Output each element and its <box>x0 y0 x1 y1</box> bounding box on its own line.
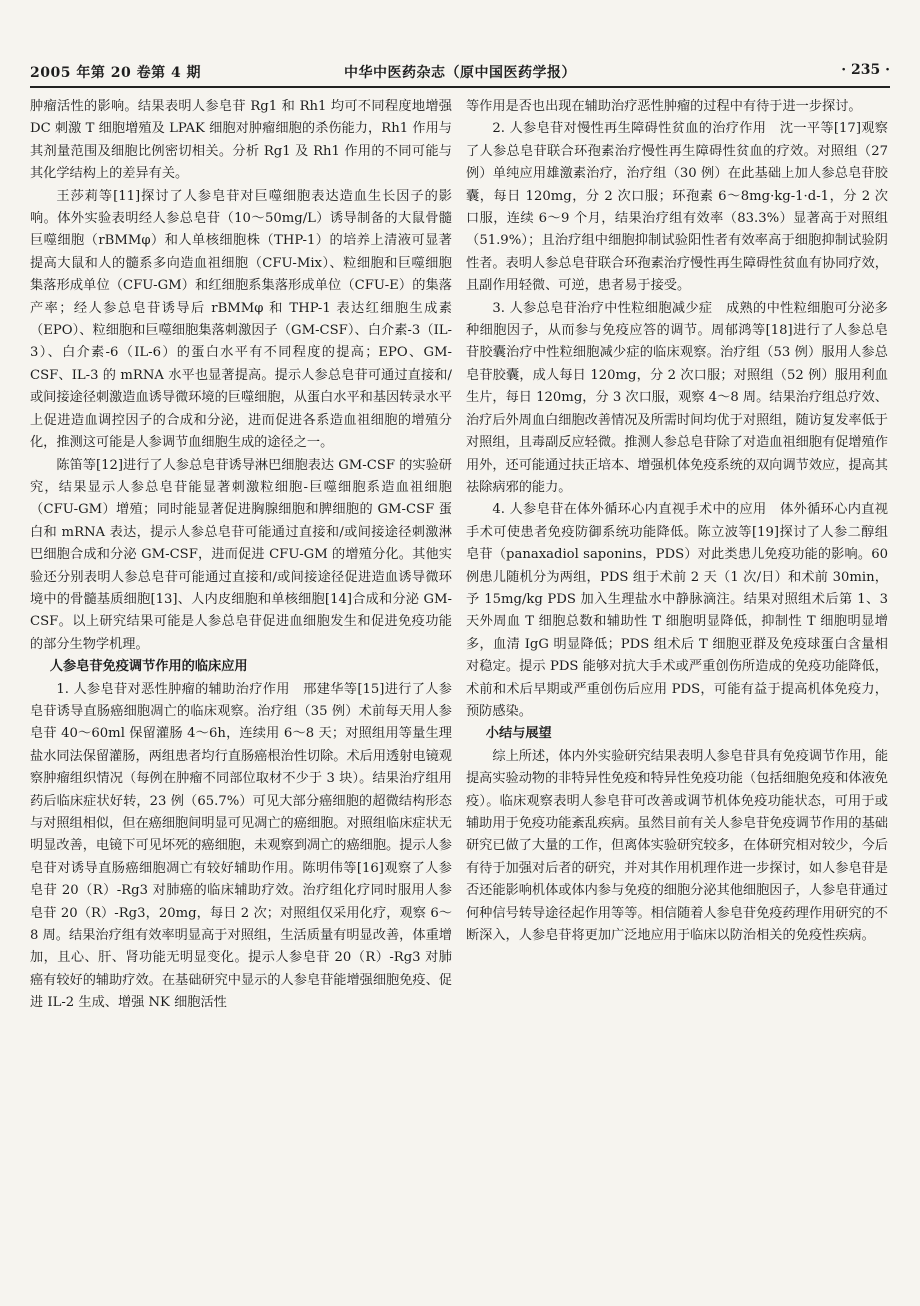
page-number: · 235 · <box>841 62 890 78</box>
paragraph: 4. 人参皂苷在体外循环心内直视手术中的应用 体外循环心内直视手术可使患者免疫防御系统功能降低。陈立波等[19]探讨了人参二醇组皂苷（panaxadiol saponins，PDS）对此类患儿免疫功能的影响。60 例患儿随机分为两组，PDS 组于术前 2 天（1 次/日）和术前 30min，予 15mg/kg PDS 加入生理盐水中静脉滴注。结果对照组术后第 1、3 天外周血 T 细胞总数和辅助性 T 细胞明显降低，抑制性 T 细胞明显增多，血清 IgG 明显降低；PDS 组术后 T 细胞亚群及免疫球蛋白含量相对稳定。提示 PDS 能够对抗大手术或严重创伤所造成的免疫功能降低，术前和术后早期或严重创伤后应用 PDS，可能有益于提高机体免疫力，预防感染。 <box>466 502 888 719</box>
issue-info: 2005 年第 20 卷第 4 期 <box>30 65 202 81</box>
paragraph: 2. 人参皂苷对慢性再生障碍性贫血的治疗作用 沈一平等[17]观察了人参总皂苷联合环孢素治疗慢性再生障碍性贫血的疗效。对照组（27 例）单纯应用雄激素治疗，治疗组（30 例）在此基础上加人参总皂苷胶囊，每日 120mg，分 2 次口服；环孢素 6～8mg·kg-1·d-1，分 2 次口服，连续 6～9 个月，结果治疗组有效率（83.3%）显著高于对照组（51.9%）；且治疗组中细胞抑制试验阳性者有效率高于细胞抑制试验阴性者。表明人参总皂苷联合环孢素治疗慢性再生障碍性贫血有协同疗效，且副作用轻微、可逆，患者易于接受。 <box>466 121 888 294</box>
paragraph: 综上所述，体内外实验研究结果表明人参皂苷具有免疫调节作用，能提高实验动物的非特异性免疫和特异性免疫功能（包括细胞免疫和体液免疫）。临床观察表明人参皂苷可改善或调节机体免疫功能状态，可用于或辅助用于免疫功能紊乱疾病。虽然目前有关人参皂苷免疫调节作用的基础研究已做了大量的工作，但离体实验研究较多，在体研究相对较少，今后有待于加强对后者的研究，并对其作用机理作进一步探讨，如人参皂苷是否还能影响机体或体内参与免疫的细胞分泌其他细胞因子，人参皂苷通过何种信号转导途径起作用等等。相信随着人参皂苷免疫药理作用研究的不断深入，人参皂苷将更加广泛地应用于临床以防治相关的免疫性疾病。 <box>466 748 889 944</box>
paragraph: 陈笛等[12]进行了人参总皂苷诱导淋巴细胞表达 GM-CSF 的实验研究，结果显示人参总皂苷能显著刺激粒细胞-巨噬细胞系造血祖细胞（CFU-GM）增殖；同时能显著促进胸腺细胞和脾细胞的 GM-CSF 蛋白和 mRNA 表达，提示人参总皂苷可能通过直接和/或间接途径刺激淋巴细胞合成和分泌 GM-CSF，进而促进 CFU-GM 的增殖分化。其他实验还分别表明人参总皂苷可能通过直接和/或间接途径促进造血诱导微环境中的骨髓基质细胞[13]、人内皮细胞和单核细胞[14]合成和分泌 GM-CSF。以上研究结果可能是人参总皂苷促进血细胞发生和促进免疫功能的部分生物学机理。 <box>30 457 452 652</box>
left-column <box>30 96 452 1015</box>
running-header <box>30 56 890 90</box>
paragraph: 王莎莉等[11]探讨了人参皂苷对巨噬细胞表达造血生长因子的影响。体外实验表明经人参总皂苷（10～50mg/L）诱导制备的大鼠骨髓巨噬细胞（rBMMφ）和人单核细胞株（THP-1）的培养上清液可显著提高大鼠和人的髓系多向造血祖细胞（CFU-Mix）、粒细胞和巨噬细胞集落形成单位（CFU-GM）和红细胞系集落形成单位（CFU-E）的集落产率；经人参总皂苷诱导后 rBMMφ 和 THP-1 表达红细胞生成素（EPO）、粒细胞和巨噬细胞集落刺激因子（GM-CSF）、白介素-3（IL-3）、白介素-6（IL-6）的蛋白水平有不同程度的提高；EPO、GM-CSF、IL-3 的 mRNA 水平也显著提高。提示人参总皂苷可通过直接和/或间接途径刺激造血诱导微环境的巨噬细胞，从蛋白水平和基因转录水平上促进造血调控因子的合成和分泌，进而促进各系造血祖细胞的增殖分化，推测这可能是人参调节血细胞生成的途径之一。 <box>30 188 452 451</box>
paragraph: 肿瘤活性的影响。结果表明人参皂苷 Rg1 和 Rh1 均可不同程度地增强 DC 刺激 T 细胞增殖及 LPAK 细胞对肿瘤细胞的杀伤能力，Rh1 作用与其剂量范围及细胞比例密切相关。分析 Rg1 及 Rh1 作用的不同可能与其化学结构上的差异有关。 <box>30 99 452 182</box>
paragraph: 等作用是否也出现在辅助治疗恶性肿瘤的过程中有待于进一步探讨。 <box>466 99 862 114</box>
header-rule <box>30 86 890 88</box>
right-column <box>466 96 888 947</box>
journal-title: 中华中医药杂志（原中国医药学报） <box>344 65 576 81</box>
paragraph: 3. 人参总皂苷治疗中性粒细胞减少症 成熟的中性粒细胞可分泌多种细胞因子，从而参与免疫应答的调节。周郁鸿等[18]进行了人参总皂苷胶囊治疗中性粒细胞减少症的临床观察。治疗组（53 例）服用人参总皂苷胶囊，成人每日 120mg，分 2 次口服；对照组（52 例）服用利血生片，每日 120mg，分 3 次口服，观察 4～8 周。结果治疗组总疗效、治疗后外周血白细胞改善情况及所需时间均优于对照组，随访复发率低于对照组，且毒副反应轻微。推测人参总皂苷除了对造血祖细胞有促增殖作用外，还可能通过扶正培本、增强机体免疫系统的双向调节效应，提高其祛除病邪的能力。 <box>466 300 888 495</box>
section-heading: 人参皂苷免疫调节作用的临床应用 <box>49 659 248 675</box>
paragraph: 1. 人参皂苷对恶性肿瘤的辅助治疗作用 邢建华等[15]进行了人参皂苷诱导直肠癌细胞凋亡的临床观察。治疗组（35 例）术前每天用人参皂苷 40～60ml 保留灌肠 4～6h，连续用 6～8 天；对照组用等量生理盐水同法保留灌肠，两组患者均行直肠癌根治性切除。术后用透射电镜观察肿瘤组织情况（每例在肿瘤不同部位取材不少于 3 块）。结果治疗组用药后临床症状好转，23 例（65.7%）可见大部分癌细胞的超微结构形态与对照组相似，但在癌细胞间明显可见凋亡的癌细胞。对照组临床症状无明显改善，电镜下可见坏死的癌细胞，未观察到凋亡的癌细胞。提示人参皂苷对诱导直肠癌细胞凋亡有较好辅助作用。陈明伟等[16]观察了人参皂苷 20（R）-Rg3 对肺癌的临床辅助疗效。治疗组化疗同时服用人参皂苷 20（R）-Rg3，20mg，每日 2 次；对照组仅采用化疗，观察 6～8 周。结果治疗组有效率明显高于对照组，生活质量有明显改善，体重增加，且心、肝、肾功能无明显变化。提示人参皂苷 20（R）-Rg3 对肺癌有较好的辅助疗效。在基础研究中显示的人参皂苷能增强细胞免疫、促进 IL-2 生成、增强 NK 细胞活性 <box>30 681 452 1011</box>
section-heading: 小结与展望 <box>485 726 552 742</box>
